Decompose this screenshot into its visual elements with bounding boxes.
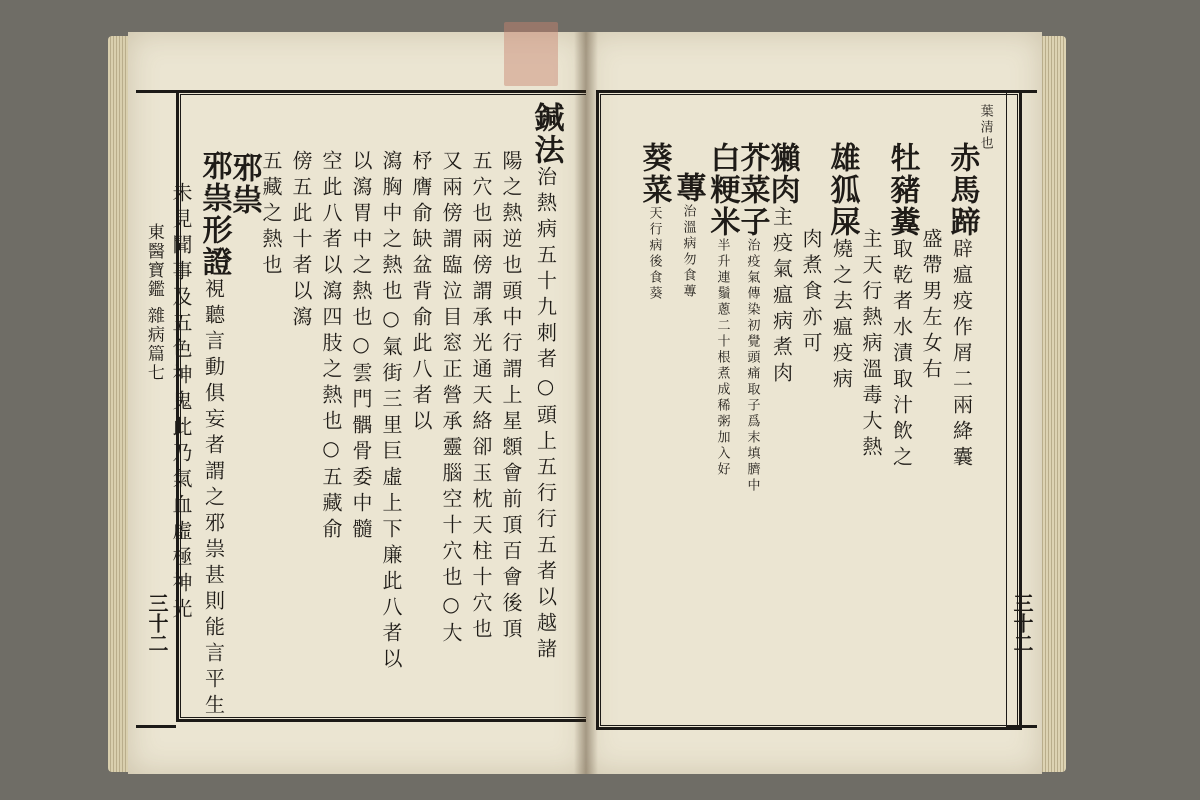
right-entry-1	[946, 142, 978, 472]
entry-heading: 牡豬糞	[884, 142, 920, 238]
entry-text: 治熱病五十九刺者○頭上五行行五者以越諸	[533, 166, 558, 664]
left-col-6: 瀉胸中之熱也○氣街三里巨虛上下廉此八者以	[379, 150, 403, 674]
entry-heading: 赤馬蹄	[944, 142, 980, 238]
page-edges-right	[1042, 36, 1066, 772]
right-col-1: 葉清也	[977, 104, 993, 152]
entry-text: 半升連鬚蔥二十根煮成稀粥加入好	[714, 238, 730, 478]
right-entry-4	[766, 142, 798, 388]
right-entry-2	[886, 142, 918, 472]
left-col-12	[198, 150, 230, 720]
left-col-1	[530, 102, 562, 664]
entry-heading: 蓴	[670, 172, 706, 204]
left-page	[128, 32, 586, 774]
entry-heading: 鍼法	[528, 102, 564, 166]
entry-text: 取乾者水漬取汁飲之	[889, 238, 914, 472]
open-book	[108, 28, 1066, 776]
banxin-title: 東醫寶鑑 雜病篇七	[143, 223, 164, 383]
left-col-3: 五穴也兩傍謂承光通天絡卻玉枕天柱十穴也	[469, 150, 493, 644]
entry-text: 治溫病勿食蓴	[680, 204, 696, 300]
left-col-13: 未見聞事及五色神鬼此乃氣血虛極神光	[169, 182, 193, 624]
entry-heading: 雄狐屎	[824, 142, 860, 238]
entry-text: 主疫氣瘟病煮肉	[769, 206, 794, 388]
entry-text: 視聽言動俱妄者謂之邪祟甚則能言平生	[201, 278, 226, 720]
left-col-9: 傍五此十者以瀉	[289, 150, 313, 332]
entry-heading: 白粳米	[704, 142, 740, 238]
entry-text: 治疫氣傳染初覺頭痛取子爲末填臍中	[744, 238, 760, 494]
right-entry-3	[826, 142, 858, 394]
left-col-10: 五藏之熱也	[259, 150, 283, 280]
right-col-5: 主天行熱病溫毒大熱	[859, 228, 883, 462]
left-col-2: 陽之熱逆也頭中行謂上星顖會前頂百會後頂	[499, 150, 523, 644]
right-page	[586, 32, 1042, 774]
left-col-8: 空此八者以瀉四肢之熱也○五藏俞	[319, 150, 343, 544]
book-gutter	[574, 32, 598, 774]
banxin-folio: 三十二	[1010, 593, 1034, 653]
right-entry-8	[638, 142, 670, 302]
right-entry-6	[706, 142, 738, 478]
right-entry-7	[672, 172, 704, 300]
right-col-7: 肉煮食亦可	[799, 228, 823, 358]
right-col-3: 盛帶男左女右	[919, 228, 943, 384]
entry-text: 辟瘟疫作屑二兩絳囊	[949, 238, 974, 472]
entry-heading: 芥菜子	[734, 142, 770, 238]
right-entry-5	[736, 142, 768, 494]
left-col-5: 杼膺俞缺盆背俞此八者以	[409, 150, 433, 436]
left-col-7: 以瀉胃中之熱也○雲門髃骨委中髓	[349, 150, 373, 544]
page-edges-left	[108, 36, 130, 772]
entry-heading: 獺肉	[764, 142, 800, 206]
library-seal	[504, 22, 558, 86]
entry-heading: 邪祟形證	[196, 150, 232, 278]
entry-heading: 葵菜	[636, 142, 672, 206]
entry-text: 天行病後食葵	[646, 206, 662, 302]
section-heading-xiesui: 邪祟	[226, 152, 262, 216]
left-col-4: 又兩傍謂臨泣目窓正營承靈腦空十穴也○大	[439, 150, 463, 648]
right-banxin	[1006, 90, 1037, 728]
banxin-folio: 三十二	[145, 593, 169, 653]
entry-text: 燒之去瘟疫病	[829, 238, 854, 394]
